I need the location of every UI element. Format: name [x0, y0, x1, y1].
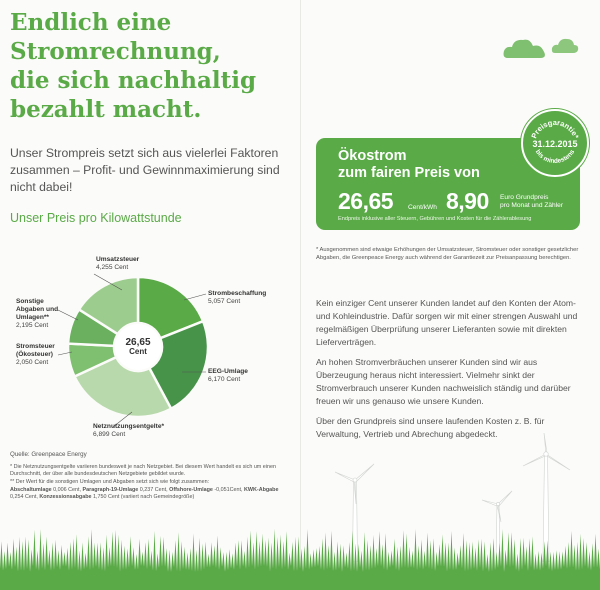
footnote-item-name: Konzessionsabgabe	[39, 493, 92, 500]
headline-line: die sich nachhaltig	[10, 67, 257, 94]
price-per-kwh: 26,65	[338, 188, 394, 214]
price-guarantee-seal	[521, 109, 589, 177]
headline-line: Stromrechnung,	[10, 38, 221, 65]
footnote-item-name: Offshore-Umlage	[169, 486, 213, 493]
chart-subheading: Unser Preis pro Kilowattstunde	[10, 211, 182, 225]
price-box-title-line: zum fairen Preis von	[338, 165, 480, 181]
seal-bottom-text: bis mindestens	[533, 148, 577, 166]
headline-line: bezahlt macht.	[10, 96, 202, 123]
price-per-month-unit	[500, 194, 563, 210]
paragraph: Über den Grundpreis sind unsere laufenden Kosten z. B. für Verwaltung, Vertrieb und Abrechung abgedeckt.	[316, 416, 545, 439]
price-box-title-line: Ökostrom	[338, 148, 407, 164]
seal-date: 31.12.2015	[532, 139, 578, 149]
footnote-item-value: 1,750 Cent (variiert nach Gemeindegröße)	[91, 493, 195, 500]
footnote-item-name: KWK-Abgabe	[244, 486, 279, 493]
headline	[10, 8, 290, 124]
source-note: Quelle: Greenpeace Energy	[10, 451, 87, 458]
svg-text:bis mindestens	[534, 148, 577, 165]
footnote-2-items	[10, 487, 278, 500]
pie-slice-name: EEG-Umlage	[208, 368, 248, 375]
pie-slice-name: Umlagen**	[16, 314, 49, 321]
footnote-2-intro: ** Der Wert für die sonstigen Umlagen und Abgaben setzt sich wie folgt zusammen:	[10, 479, 210, 486]
pie-slice-label	[96, 256, 139, 272]
footnote-item-name: Paragraph-19-Umlage	[82, 486, 139, 493]
pie-slice-label	[16, 343, 55, 367]
pie-center-label: Cent	[129, 347, 147, 356]
paragraph: An hohen Stromverbräuchen unserer Kunden sind wir aus Überzeugung heraus nicht interessiert. Vielmehr sinkt der Stromverbrauch unserer Kunden nachweislich ständig und darüber freuen wir uns genauso wie unsere Kunden.	[316, 357, 571, 406]
footnote-1: * Die Netznutzungsentgelte variieren bundesweit je nach Netzgebiet. Bei diesem Wert handelt es sich um einen Durchschnitt, der über alle bundesdeutschen Netzgebiete gebildet wurde.	[10, 464, 276, 478]
footnote-item-name: Abschaltumlage	[10, 486, 52, 493]
pie-slice-name: (Ökosteuer)	[16, 351, 54, 358]
price-pie-chart	[0, 230, 300, 445]
footnotes	[10, 464, 280, 502]
pie-slice-label	[208, 290, 266, 306]
pie-slice-name: Abgaben und	[16, 306, 59, 313]
pie-slice-value: 6,170 Cent	[208, 376, 241, 383]
price-per-month-unit-line: Euro Grundpreis	[500, 194, 549, 201]
pie-slice-name: Netznutzungsentgelte*	[93, 423, 165, 430]
pie-slice-name: Umsatzsteuer	[96, 256, 140, 263]
pie-slice-name: Sonstige	[16, 298, 44, 305]
footnote-item-value: 0,237 Cent,	[138, 486, 170, 493]
pie-slice-value: 5,057 Cent	[208, 298, 241, 305]
price-per-month: 8,90	[446, 188, 489, 214]
price-box-title	[338, 148, 480, 182]
footnote-item-value: -0,051Cent,	[212, 486, 245, 493]
pie-slice-value: 2,195 Cent	[16, 322, 49, 329]
headline-line: Endlich eine	[10, 9, 172, 36]
intro-text: Unser Strompreis setzt sich aus vielerlei Faktoren zusammen – Profit- und Gewinnmaximierung sind nicht dabei!	[10, 146, 280, 194]
pie-slice-label	[16, 298, 58, 330]
pie-slice-name: Strombeschaffung	[208, 290, 267, 297]
paragraph: Kein einziger Cent unserer Kunden landet auf den Konten der Atom- und Kohleindustrie. Dafür sorgen wir mit einer strengen Auswahl und regelmäßigen Überprüfung unserer Lieferanten sowie mit direkten Lieferverträgen.	[316, 298, 578, 347]
price-box-note: Endpreis inklusive aller Steuern, Gebühren und Kosten für die Zählerablesung	[338, 216, 532, 222]
svg-text:Preisgarantie*	[529, 118, 580, 140]
pie-slice-value: 4,255 Cent	[96, 264, 129, 271]
body-text	[316, 297, 588, 448]
pie-slice-value: 2,050 Cent	[16, 359, 49, 366]
pie-slice-value: 6,899 Cent	[93, 431, 126, 438]
seal-top-text: Preisgarantie*	[529, 117, 581, 140]
guarantee-note: * Ausgenommen sind etwaige Erhöhungen der Umsatzsteuer, Stromsteuer oder sonstiger gesetzlicher Abgaben, die Greenpeace Energy auch während der Garantiezeit zur Preisanpassung berechtigen.	[316, 247, 579, 261]
grass-ground	[0, 572, 600, 590]
footnote-item-value: 0,006 Cent,	[51, 486, 83, 493]
price-per-month-unit-line: pro Monat und Zähler	[500, 202, 564, 209]
pie-slice-name: Stromsteuer	[16, 343, 55, 350]
footnote-2	[10, 479, 280, 501]
footnote-item-value: 0,254 Cent,	[10, 493, 40, 500]
grass-silhouette	[0, 528, 600, 590]
pie-slice-label	[93, 423, 164, 439]
page-fold	[300, 0, 301, 590]
price-per-kwh-unit: Cent/kWh	[408, 204, 437, 211]
pie-center-label: 26,65	[125, 337, 151, 348]
cloud-icon	[502, 36, 548, 60]
pie-slice-label	[208, 368, 248, 384]
cloud-icon	[551, 36, 579, 54]
